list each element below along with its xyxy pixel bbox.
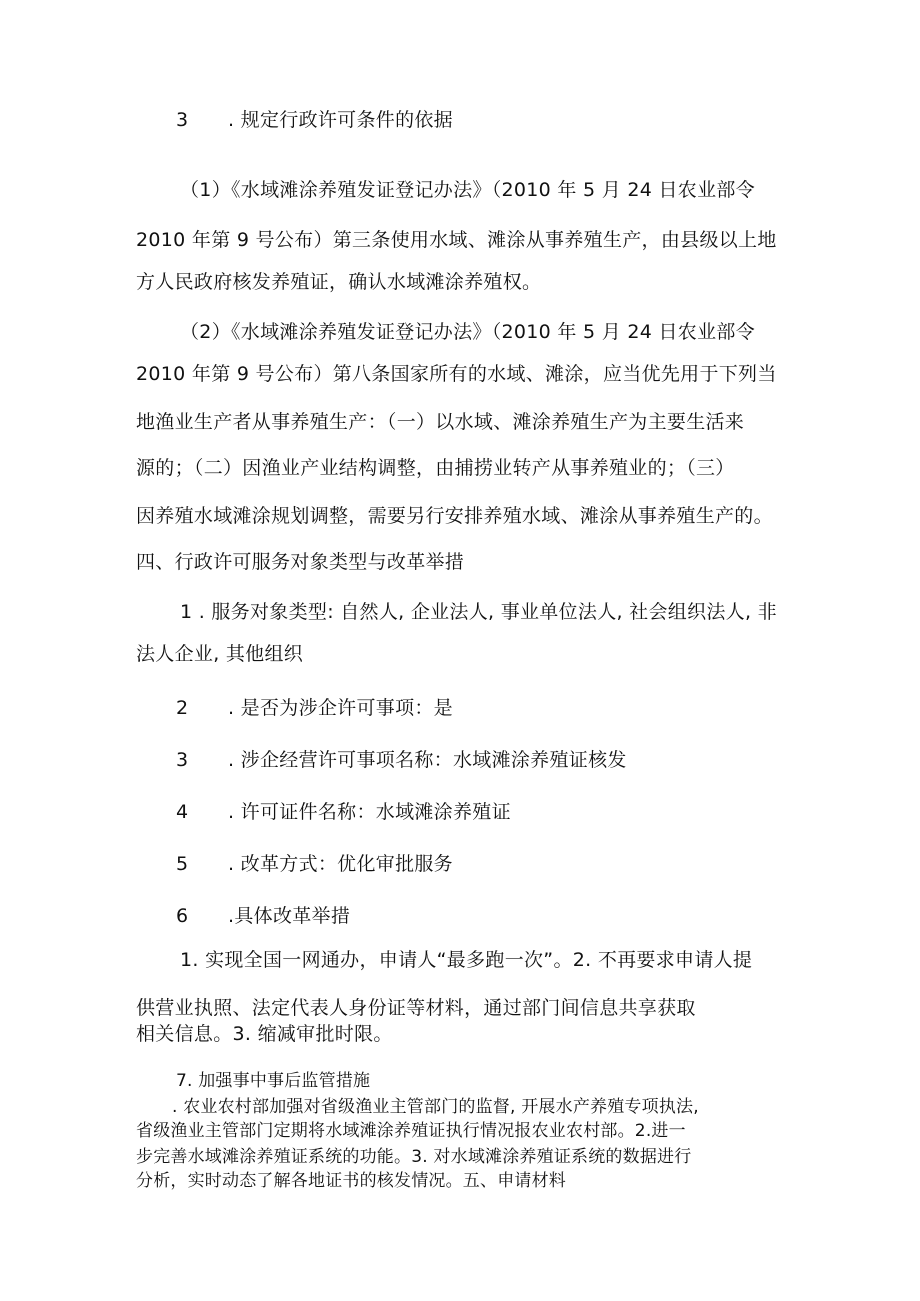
item-5-text: . 改革方式：优化审批服务	[228, 853, 453, 875]
paragraph-line: 方人民政府核发养殖证，确认水域滩涂养殖权。	[136, 271, 542, 293]
item-7-heading: 7. 加强事中事后监管措施	[176, 1071, 371, 1091]
item-6-text: .具体改革举措	[228, 905, 351, 927]
paragraph-line: 法人企业, 其他组织	[136, 643, 304, 665]
section-3-title: . 规定行政许可条件的依据	[228, 109, 453, 131]
item-4-number: 4	[176, 801, 189, 823]
paragraph-line: 因养殖水域滩涂规划调整，需要另行安排养殖水域、滩涂从事养殖生产的。	[136, 505, 773, 527]
paragraph-line: （2）《水域滩涂养殖发证登记办法》（2010 年 5 月 24 日农业部令	[180, 321, 756, 343]
section-3-number: 3	[176, 109, 189, 131]
item-2-number: 2	[176, 697, 189, 719]
item-6-number: 6	[176, 905, 189, 927]
paragraph-line: 步完善水域滩涂养殖证系统的功能。3. 对水域滩涂养殖证系统的数据进行	[136, 1147, 692, 1167]
paragraph-line: 1 . 服务对象类型: 自然人, 企业法人, 事业单位法人, 社会组织法人, 非	[180, 601, 777, 623]
paragraph-line: 分析，实时动态了解各地证书的核发情况。五、申请材料	[136, 1171, 566, 1191]
paragraph-line: 地渔业生产者从事养殖生产：（一）以水域、滩涂养殖生产为主要生活来	[136, 411, 745, 433]
paragraph-line: 供营业执照、法定代表人身份证等材料，通过部门间信息共享获取	[136, 997, 696, 1019]
item-2-text: . 是否为涉企许可事项：是	[228, 697, 453, 719]
item-3-number: 3	[176, 749, 189, 771]
paragraph-line: （1）《水域滩涂养殖发证登记办法》（2010 年 5 月 24 日农业部令	[180, 179, 756, 201]
item-3-text: . 涉企经营许可事项名称：水域滩涂养殖证核发	[228, 749, 627, 771]
section-4-heading: 四、行政许可服务对象类型与改革举措	[136, 551, 465, 573]
paragraph-line: 源的；（二）因渔业产业结构调整，由捕捞业转产从事养殖业的；（三）	[136, 457, 735, 479]
item-4-text: . 许可证件名称：水域滩涂养殖证	[228, 801, 511, 823]
paragraph-line: 2010 年第 9 号公布）第八条国家所有的水域、滩涂，应当优先用于下列当	[136, 363, 777, 385]
paragraph-line: 省级渔业主管部门定期将水域滩涂养殖证执行情况报农业农村部。2.进一	[136, 1121, 686, 1141]
paragraph-line: 2010 年第 9 号公布）第三条使用水域、滩涂从事养殖生产，由县级以上地	[136, 229, 777, 251]
paragraph-line: . 农业农村部加强对省级渔业主管部门的监督, 开展水产养殖专项执法,	[172, 1097, 699, 1117]
item-5-number: 5	[176, 853, 189, 875]
paragraph-line: 相关信息。3. 缩减审批时限。	[136, 1023, 393, 1045]
paragraph-line: 1. 实现全国一网通办，申请人“最多跑一次”。2. 不再要求申请人提	[180, 949, 753, 971]
